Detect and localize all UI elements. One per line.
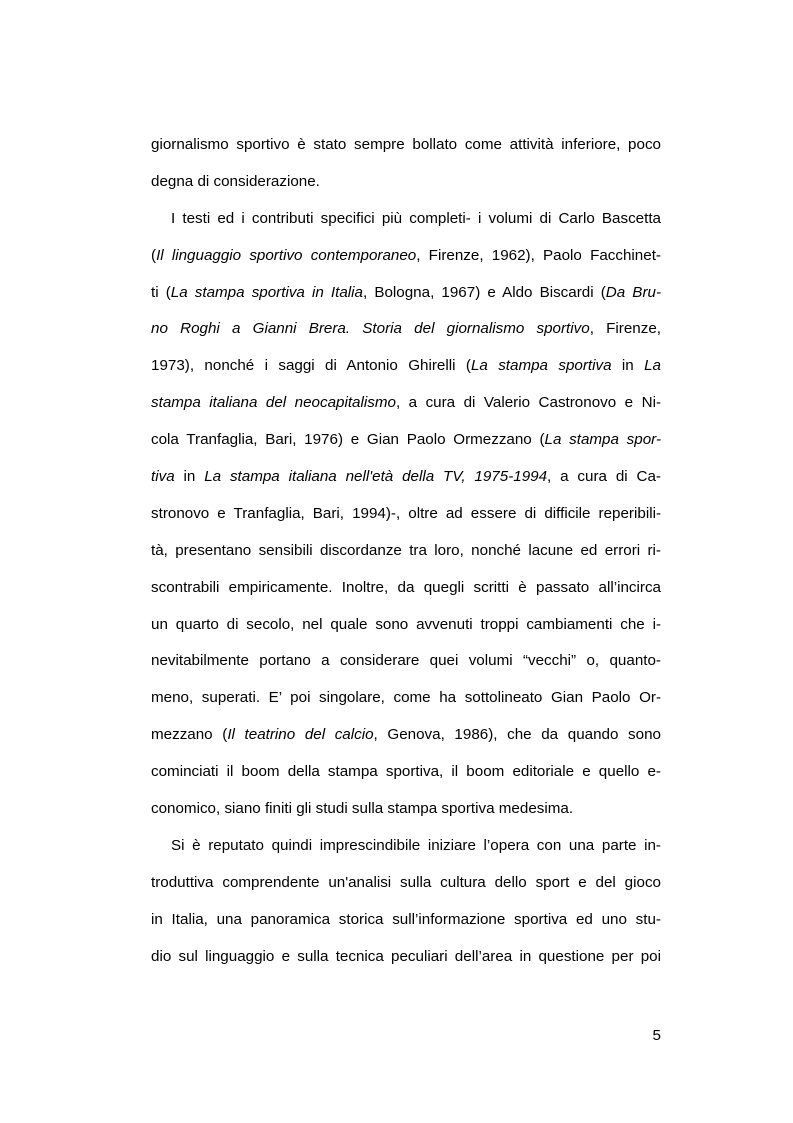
text-segment: in Italia, una panoramica storica sull’informazione sportiva ed uno stu- bbox=[151, 910, 661, 928]
italic-text-segment: La stampa spor- bbox=[544, 431, 661, 449]
text-segment: cominciati il boom della stampa sportiva, il boom editoriale e quello e- bbox=[151, 763, 661, 781]
italic-text-segment: stampa italiana del neocapitalismo bbox=[151, 394, 396, 412]
body-text bbox=[151, 127, 661, 975]
text-segment: giornalismo sportivo è stato sempre bollato come attività inferiore, poco bbox=[151, 136, 661, 153]
text-segment: conomico, siano finiti gli studi sulla stampa sportiva medesima. bbox=[151, 800, 574, 818]
text-line bbox=[151, 275, 661, 312]
text-line bbox=[151, 791, 661, 828]
page-number: 5 bbox=[652, 1027, 661, 1044]
text-line bbox=[151, 717, 661, 754]
text-segment: , Firenze, bbox=[589, 320, 661, 338]
text-segment: , a cura di Valerio Castronovo e Ni- bbox=[395, 394, 661, 412]
text-line bbox=[151, 902, 661, 939]
text-line bbox=[151, 828, 661, 865]
text-segment: ( bbox=[151, 246, 157, 264]
text-line bbox=[151, 680, 661, 717]
italic-text-segment: tiva bbox=[151, 468, 175, 486]
text-line bbox=[151, 533, 661, 570]
text-segment: dio sul linguaggio e sulla tecnica peculiari dell’area in questione per poi bbox=[151, 947, 661, 965]
text-segment: mezzano ( bbox=[151, 726, 228, 744]
text-segment: scontrabili empiricamente. Inoltre, da quegli scritti è passato all’incirca bbox=[151, 578, 661, 596]
text-line bbox=[151, 643, 661, 680]
text-line bbox=[151, 422, 661, 459]
text-segment: , Bologna, 1967) e Aldo Biscardi ( bbox=[363, 283, 606, 301]
italic-text-segment: La bbox=[644, 357, 661, 375]
text-line bbox=[151, 607, 661, 644]
text-line bbox=[151, 570, 661, 607]
text-segment: , a cura di Ca- bbox=[547, 468, 661, 486]
text-segment: cola Tranfaglia, Bari, 1976) e Gian Paolo Ormezzano ( bbox=[151, 431, 545, 449]
text-line bbox=[151, 385, 661, 422]
italic-text-segment: Il linguaggio sportivo contemporaneo bbox=[156, 246, 417, 264]
text-line bbox=[151, 127, 661, 164]
text-segment: in bbox=[174, 468, 205, 486]
text-segment: 1973), nonché i saggi di Antonio Ghirelli ( bbox=[151, 357, 471, 375]
italic-text-segment: Il teatrino del calcio bbox=[227, 726, 374, 744]
text-line bbox=[151, 459, 661, 496]
text-segment: nevitabilmente portano a considerare quei volumi “vecchi” o, quanto- bbox=[151, 652, 661, 670]
text-segment: , Firenze, 1962), Paolo Facchinet- bbox=[416, 246, 661, 264]
text-segment: un quarto di secolo, nel quale sono avvenuti troppi cambiamenti che i- bbox=[151, 615, 661, 633]
text-line bbox=[151, 311, 661, 348]
text-segment: tà, presentano sensibili discordanze tra loro, nonché lacune ed errori ri- bbox=[151, 541, 661, 559]
text-line bbox=[151, 238, 661, 275]
text-line bbox=[151, 164, 661, 201]
italic-text-segment: La stampa sportiva bbox=[470, 357, 612, 375]
text-segment: meno, superati. E’ poi singolare, come ha sottolineato Gian Paolo Or- bbox=[151, 689, 661, 707]
italic-text-segment: Da Bru- bbox=[605, 283, 662, 301]
text-segment: stronovo e Tranfaglia, Bari, 1994)-, oltre ad essere di difficile reperibili- bbox=[151, 504, 661, 522]
italic-text-segment: no Roghi a Gianni Brera. Storia del giornalismo sportivo bbox=[151, 320, 590, 338]
italic-text-segment: La stampa sportiva in Italia bbox=[170, 283, 363, 301]
text-line bbox=[151, 939, 661, 976]
text-segment: I testi ed i contributi specifici più completi- i volumi di Carlo Bascetta bbox=[171, 209, 661, 227]
text-segment: Si è reputato quindi imprescindibile iniziare l’opera con una parte in- bbox=[171, 836, 661, 854]
text-line bbox=[151, 496, 661, 533]
text-line bbox=[151, 865, 661, 902]
italic-text-segment: La stampa italiana nell'età della TV, 1975-1994 bbox=[204, 468, 548, 486]
text-segment: troduttiva comprendente un'analisi sulla cultura dello sport e del gioco bbox=[151, 873, 661, 891]
text-segment: , Genova, 1986), che da quando sono bbox=[373, 726, 661, 744]
text-segment: ti ( bbox=[151, 283, 171, 301]
text-line bbox=[151, 348, 661, 385]
text-line bbox=[151, 201, 661, 238]
text-line bbox=[151, 754, 661, 791]
text-segment: in bbox=[611, 357, 645, 375]
text-segment: degna di considerazione. bbox=[151, 172, 320, 190]
